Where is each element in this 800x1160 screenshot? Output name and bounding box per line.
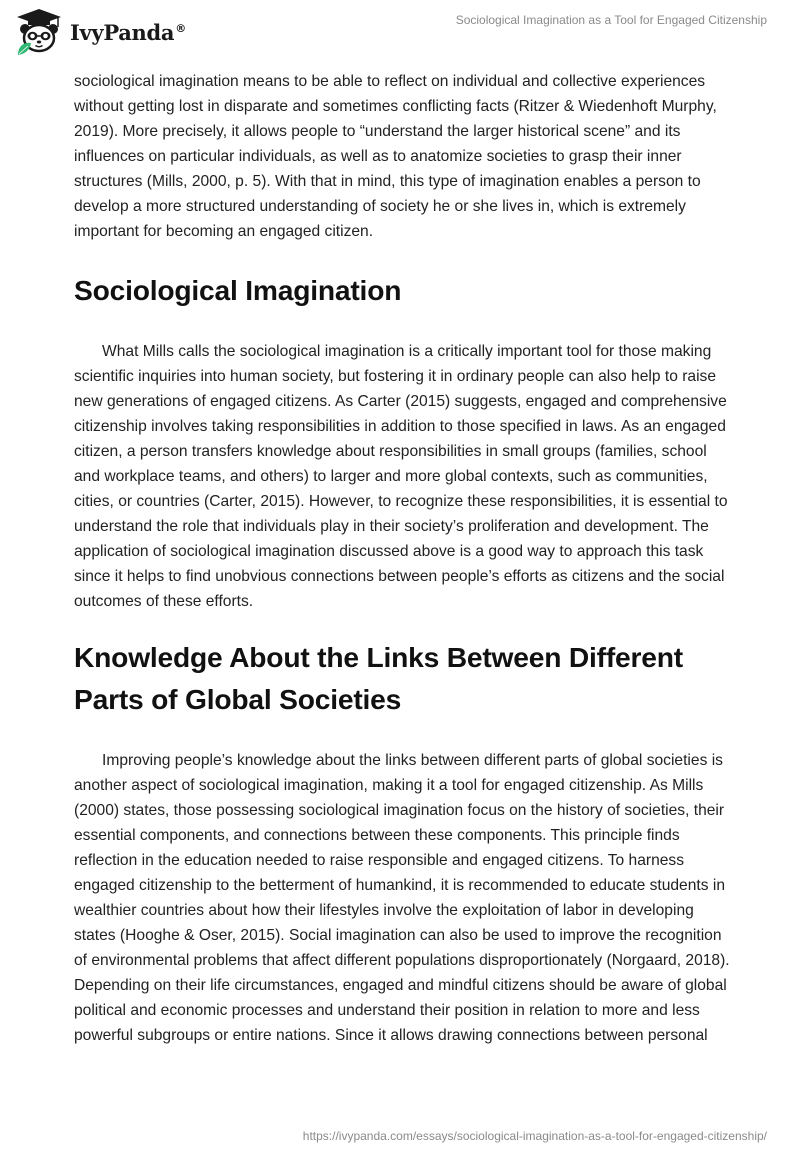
essay-content [74, 69, 734, 1048]
source-url[interactable]: https://ivypanda.com/essays/sociological-imagination-as-a-tool-for-engaged-citizenship/ [302, 1129, 767, 1143]
section-paragraph-sociological-imagination: What Mills calls the sociological imagination is a critically important tool for those making scientific inquiries into human society, but fostering it in ordinary people can also help to raise new generations of engaged citizens. As Carter (2015) suggests, engaged and comprehensive citizenship involves taking responsibilities in addition to those specified in laws. As an engaged citizen, a person transfers knowledge about responsibilities in small groups (families, school and workplace teams, and others) to larger and more global contexts, such as communities, cities, or countries (Carter, 2015). However, to recognize these responsibilities, it is essential to understand the role that individuals play in their society’s proliferation and development. The application of sociological imagination discussed above is a good way to approach this task since it helps to find unobvious connections between people’s efforts as citizens and the social outcomes of these efforts. [74, 343, 728, 610]
ivypanda-logo[interactable] [14, 8, 186, 56]
brand-name: IvyPanda® [70, 19, 186, 45]
section-heading-sociological-imagination: Sociological Imagination [74, 274, 402, 306]
page-header [0, 0, 800, 60]
intro-paragraph: sociological imagination means to be able to reflect on individual and collective experiences without getting lost in disparate and sometimes conflicting facts (Ritzer & Wiedenhoft Murphy, 2019). More precisely, it allows people to “understand the larger historical scene” and its influences on particular individuals, as well as to anatomize societies to grasp their inner structures (Mills, 2000, p. 5). With that in mind, this type of imagination enables a person to develop a more structured understanding of society he or she lives in, which is extremely important for becoming an engaged citizen. [74, 73, 717, 240]
section-heading-knowledge-links: Knowledge About the Links Between Different Parts of Global Societies [74, 641, 683, 715]
section-paragraph-knowledge-links: Improving people’s knowledge about the links between different parts of global societies is another aspect of sociological imagination, making it a tool for engaged citizenship. As Mills (2000) states, those possessing sociological imagination focus on the history of societies, their essential components, and connections between these components. This principle finds reflection in the education needed to raise responsible and engaged citizens. To harness engaged citizenship to the betterment of humankind, it is recommended to educate students in wealthier countries about how their lifestyles involve the exploitation of labor in developing states (Hooghe & Oser, 2015). Social imagination can also be used to improve the recognition of environmental problems that affect different populations disproportionately (Norgaard, 2018). Depending on their life circumstances, engaged and mindful citizens should be aware of global political and economic processes and understand their position in relation to more and less powerful subgroups or entire nations. Since it allows drawing connections between personal [74, 752, 730, 1044]
panda-graduate-icon [14, 8, 64, 56]
registered-mark: ® [175, 21, 186, 35]
document-title: Sociological Imagination as a Tool for Engaged Citizenship [455, 13, 767, 27]
